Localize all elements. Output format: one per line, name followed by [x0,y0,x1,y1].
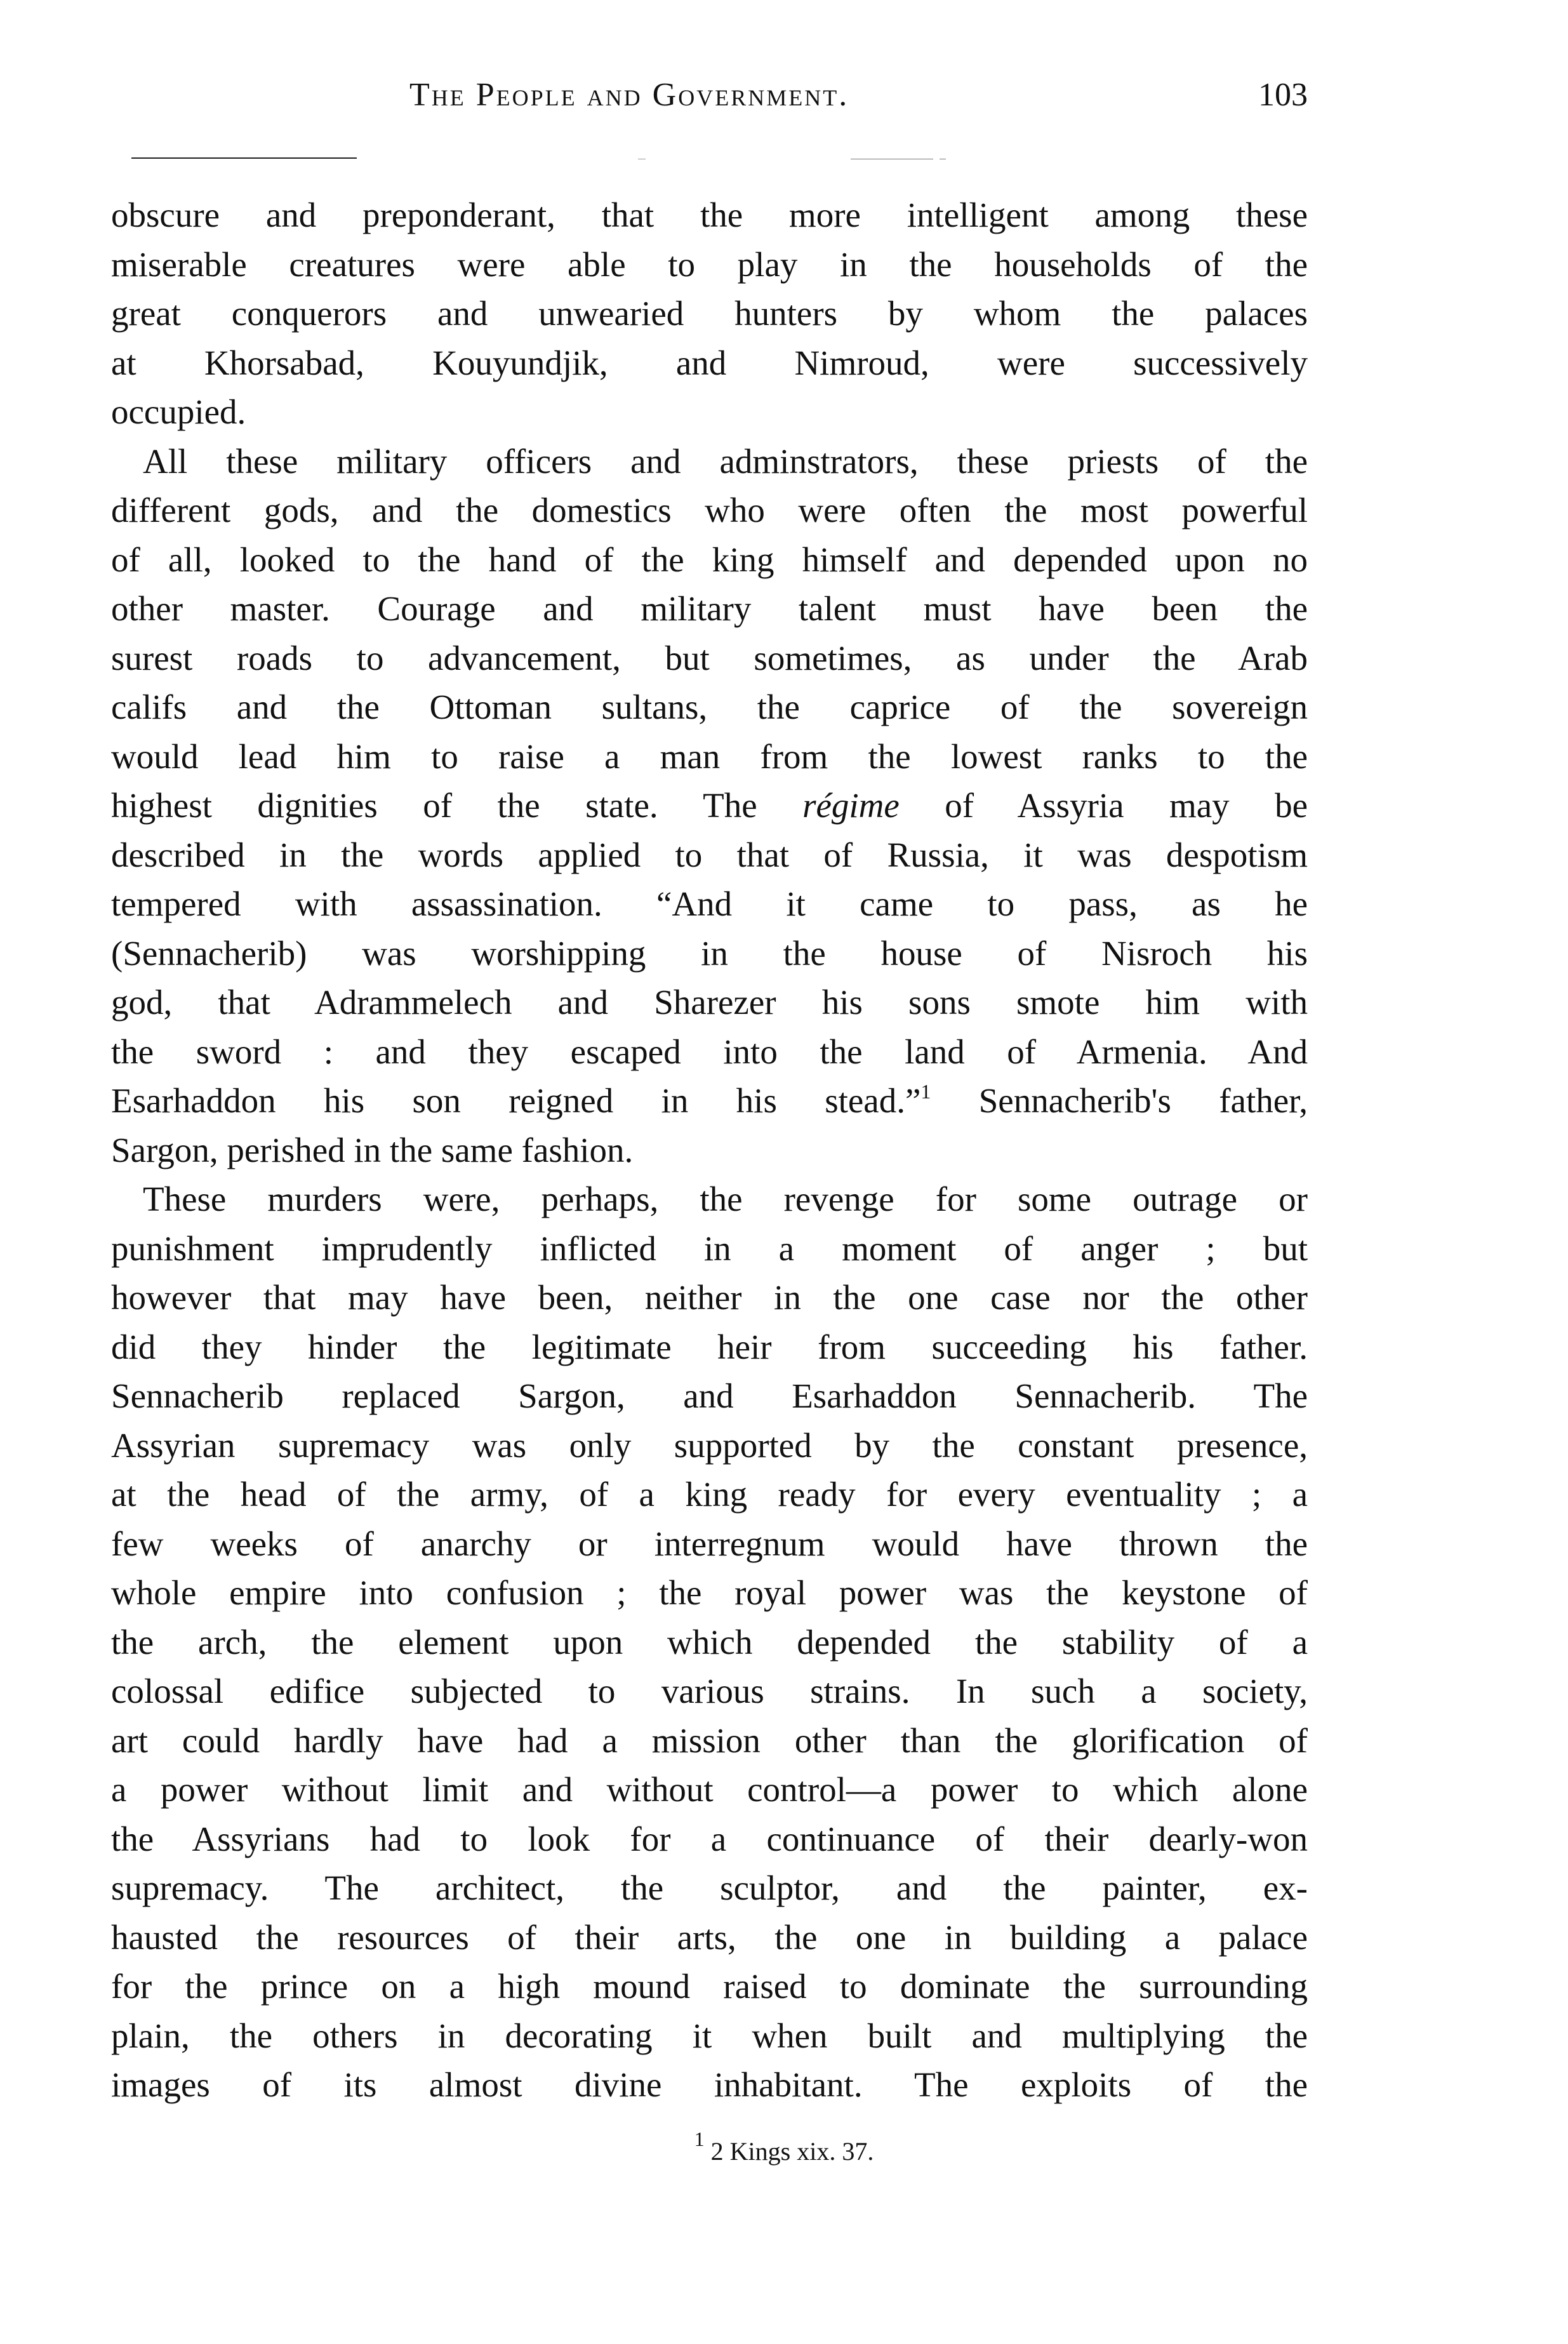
paragraph-1 [111,190,1308,437]
running-head [111,76,1308,127]
text-line: other master. Courage and military talent must have been the [111,589,1308,628]
text-line: did they hinder the legitimate heir from succeeding his father. [111,1327,1308,1366]
text-line: Sennacherib replaced Sargon, and Esarhaddon Sennacherib. The [111,1376,1308,1415]
text-line: few weeks of anarchy or interregnum would have thrown the [111,1524,1308,1563]
footnote [0,2128,1568,2166]
text-line: described in the words applied to that of Russia, it was despotism [111,835,1308,874]
text-fragment: highest dignities of the state. The [111,786,803,825]
text-line: occupied. [111,392,246,431]
text-line: colossal edifice subjected to various strains. In such a society, [111,1672,1308,1710]
body-text [111,190,1308,2110]
text-line: miserable creatures were able to play in the households of the [111,244,1308,284]
text-line: the arch, the element upon which depended the stability of a [111,1622,1308,1661]
text-line: art could hardly have had a mission other than the glorification of [111,1721,1308,1760]
text-line: All these military officers and adminstrators, these priests of the [143,441,1308,481]
text-line: punishment imprudently inflicted in a moment of anger ; but [111,1229,1308,1268]
footnote-reference[interactable]: 1 [920,1080,931,1103]
text-line: at Khorsabad, Kouyundjik, and Nimroud, were successively [111,343,1308,382]
text-line: (Sennacherib) was worshipping in the house of Nisroch his [111,933,1308,973]
text-line: different gods, and the domestics who were often the most powerful [111,491,1308,529]
text-line: images of its almost divine inhabitant. The exploits of the [111,2065,1308,2104]
page-number: 103 [1258,77,1308,113]
text-fragment: Sennacherib's father, [931,1081,1308,1120]
text-fragment: Esarhaddon his son reigned in his stead.” [111,1081,921,1120]
text-line: plain, the others in decorating it when built and multiplying the [111,2016,1308,2055]
text-line: hausted the resources of their arts, the one in building a palace [111,1917,1308,1957]
footnote-text: 2 Kings xix. 37. [710,2137,874,2166]
italic-word-regime: régime [802,786,900,825]
text-line: surest roads to advancement, but sometimes, as under the Arab [111,638,1308,677]
text-line: the sword : and they escaped into the land of Armenia. And [111,1032,1308,1071]
text-line: the Assyrians had to look for a continuance of their dearly-won [111,1819,1308,1858]
text-line: supremacy. The architect, the sculptor, and the painter, ex- [111,1868,1308,1907]
paragraph-3 [111,1175,1308,2110]
text-line: for the prince on a high mound raised to dominate the surrounding [111,1967,1308,2006]
text-line [111,781,1308,830]
text-line: of all, looked to the hand of the king himself and depended upon no [111,540,1308,579]
paragraph-2 [111,437,1308,1175]
running-title: The People and Government. [409,77,849,113]
text-line: Assyrian supremacy was only supported by the constant presence, [111,1425,1308,1465]
text-line: a power without limit and without control—a power to which alone [111,1770,1308,1809]
text-line [111,1076,1308,1126]
text-line: Sargon, perished in the same fashion. [111,1130,634,1169]
text-line: whole empire into confusion ; the royal power was the keystone of [111,1573,1308,1612]
text-line: califs and the Ottoman sultans, the caprice of the sovereign [111,688,1308,726]
text-line: at the head of the army, of a king ready for every eventuality ; a [111,1475,1308,1514]
footnote-marker: 1 [694,2128,705,2150]
header-rule-left [131,157,357,159]
text-line: god, that Adrammelech and Sharezer his sons smote him with [111,983,1308,1022]
text-line: These murders were, perhaps, the revenge for some outrage or [143,1180,1308,1218]
text-line: obscure and preponderant, that the more intelligent among these [111,196,1308,234]
text-line: tempered with assassination. “And it came to pass, as he [111,884,1308,923]
text-line: however that may have been, neither in the one case nor the other [111,1278,1308,1317]
text-line: great conquerors and unwearied hunters by whom the palaces [111,294,1308,333]
text-fragment: of Assyria may be [899,786,1308,825]
text-line: would lead him to raise a man from the lowest ranks to the [111,736,1308,776]
